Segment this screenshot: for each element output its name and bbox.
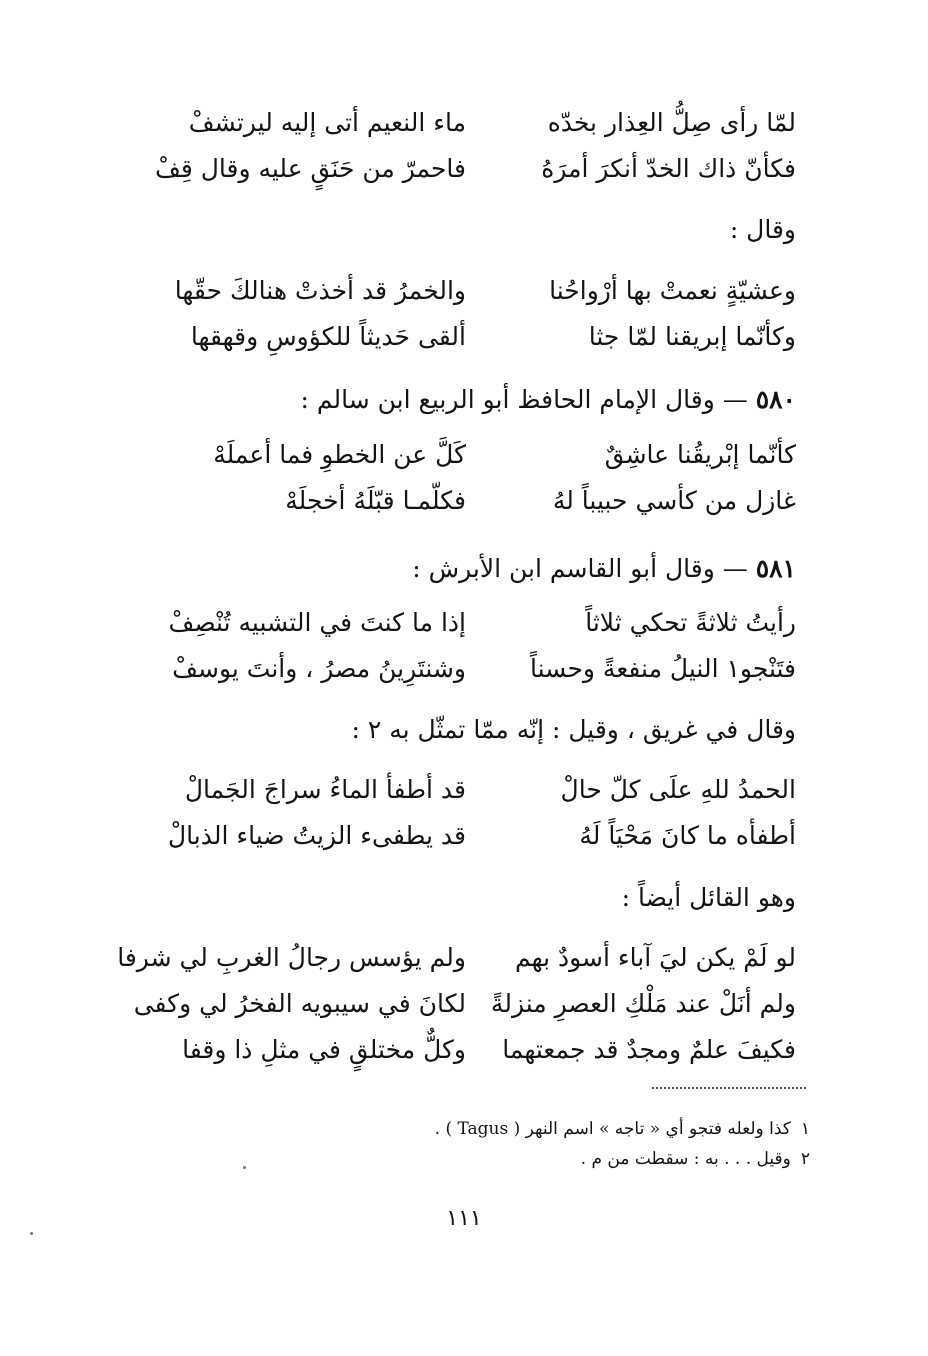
hemistich-second: قد يطفىء الزيتُ ضياء الذبالْ [168,821,466,850]
verse [156,146,796,192]
hemistich-second: لكانَ في سيبويه الفخرُ لي وكفى [133,989,466,1018]
verse [156,432,796,478]
scan-speck [243,1166,246,1169]
hemistich-first: فكيفَ علمٌ ومجدٌ قد جمعتهما [502,1035,796,1064]
hemistich-first: وعشيّةٍ نعمتْ بها أرْواحُنا [549,276,796,305]
footnote [435,1114,810,1144]
verse [117,935,796,981]
hemistich-second: والخمرُ قد أخذتْ هنالكَ حقّها [174,276,466,305]
hemistich-second: وكلٌّ مختلقٍ في مثلِ ذا وقفا [182,1035,466,1064]
hemistich-first: فتَنْجو١ النيلُ منفعةً وحسناً [530,654,796,683]
hemistich-first: فكأنّ ذاك الخدّ أنكرَ أمرَهُ [541,154,796,183]
footnote [435,1144,810,1174]
hemistich-second: ألقى حَديثاً للكؤوسِ وقهقها [190,322,466,351]
hemistich-second: فاحمرّ من حَنَقٍ عليه وقال قِفْ [154,154,466,183]
hemistich-second: قد أطفأ الماءُ سراجَ الجَمالْ [184,775,466,804]
scan-speck [30,1232,33,1235]
verse [156,600,796,646]
footnotes [435,1114,810,1174]
section-text: — وقال أبو القاسم ابن الأبرش : [412,554,756,583]
section-heading [412,549,796,589]
hemistich-first: رأيتُ ثلاثةً تحكي ثلاثاً [585,608,796,637]
intro-line: وهو القائل أيضاً : [621,883,796,912]
page-number: ١١١ [446,1206,482,1231]
poem-block [156,600,796,692]
intro-line: وقال : [729,215,796,244]
footnote-number: ٢ [800,1149,810,1169]
verse [133,981,796,1027]
section-heading [301,380,796,420]
verse [156,646,796,692]
hemistich-first: ولم أنَلْ عند مَلْكِ العصرِ منزلةً [490,989,796,1018]
section-number: ٥٨١ [755,554,796,583]
footnote-number: ١ [800,1119,810,1139]
hemistich-first: لمّا رأى صِلُّ العِذار بخدّه [547,108,796,137]
section-number: ٥٨٠ [755,385,796,414]
hemistich-first: وكأنّما إبريقنا لمّا جثا [588,322,796,351]
hemistich-second: وشنتَرِينُ مصرُ ، وأنتَ يوسفْ [172,654,466,683]
verse [156,268,796,314]
section-text: — وقال الإمام الحافظ أبو الربيع ابن سالم : [300,385,756,414]
poem-block [156,268,796,360]
poem-block [156,100,796,192]
footnote-text: كذا ولعله فتجو أي « تاجه » اسم النهر ( Tagus ) . [434,1119,791,1139]
verse [156,813,796,859]
poem-block [156,767,796,859]
verse [156,100,796,146]
hemistich-first: كأنّما إبْريقُنا عاشِقٌ [604,440,796,469]
verse [156,1027,796,1073]
intro-line: وقال في غريق ، وقيل : إنّه ممّا تمثّل به ٢ : [351,715,796,744]
hemistich-first: غازل من كأسي حبيباً لهُ [552,486,796,515]
verse [156,478,796,524]
poem-block [156,432,796,524]
hemistich-second: كَلَّ عن الخطوِ فما أعملَهْ [213,440,466,469]
hemistich-second: إذا ما كنتَ في التشبيه تُنْصِفْ [168,608,466,637]
hemistich-second: ولم يؤسس رجالُ الغربِ لي شرفا [117,943,466,972]
footnote-separator [652,1087,806,1089]
hemistich-second: ماء النعيم أتى إليه ليرتشفْ [188,108,466,137]
hemistich-first: لو لَمْ يكن ليَ آباء أسودٌ بهم [514,943,796,972]
footnote-text: وقيل . . . به : سقطت من م . [580,1149,791,1169]
hemistich-second: فكلّمـا قبّلَهُ أخجلَهْ [285,486,466,515]
verse [156,767,796,813]
verse [156,314,796,360]
hemistich-first: أطفأه ما كانَ مَحْيَاً لَهُ [579,821,796,850]
hemistich-first: الحمدُ للهِ علَى كلّ حالْ [560,775,796,804]
poem-block [117,935,796,1073]
